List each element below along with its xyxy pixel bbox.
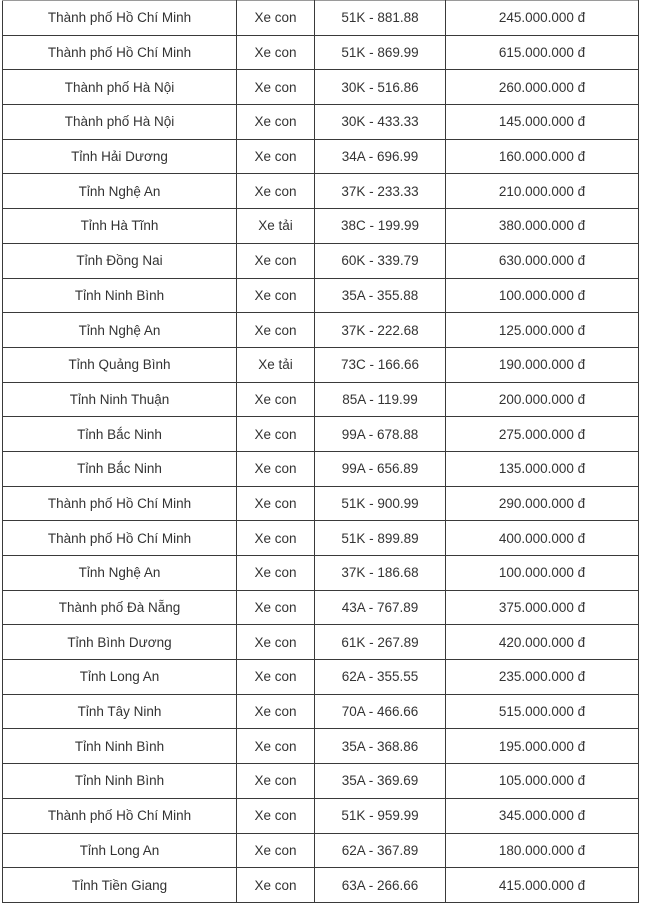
vehicle-type-cell: Xe con (237, 833, 315, 868)
table-row (3, 833, 639, 868)
table-body (3, 1, 639, 903)
table-row (3, 625, 639, 660)
table-row (3, 590, 639, 625)
vehicle-type-cell: Xe con (237, 729, 315, 764)
location-cell: Thành phố Hồ Chí Minh (3, 521, 237, 556)
price-cell: 380.000.000 đ (446, 209, 639, 244)
price-cell: 260.000.000 đ (446, 70, 639, 105)
table-row (3, 868, 639, 903)
price-cell: 615.000.000 đ (446, 35, 639, 70)
plate-number-cell: 61K - 267.89 (315, 625, 446, 660)
price-cell: 345.000.000 đ (446, 798, 639, 833)
table-row (3, 556, 639, 591)
table-row (3, 798, 639, 833)
table-row (3, 451, 639, 486)
vehicle-type-cell: Xe con (237, 243, 315, 278)
plate-number-cell: 51K - 959.99 (315, 798, 446, 833)
location-cell: Tỉnh Hải Dương (3, 139, 237, 174)
vehicle-type-cell: Xe con (237, 521, 315, 556)
location-cell: Thành phố Hà Nội (3, 70, 237, 105)
plate-number-cell: 35A - 368.86 (315, 729, 446, 764)
price-cell: 210.000.000 đ (446, 174, 639, 209)
location-cell: Tỉnh Bình Dương (3, 625, 237, 660)
location-cell: Thành phố Hồ Chí Minh (3, 486, 237, 521)
table-row (3, 243, 639, 278)
location-cell: Thành phố Hà Nội (3, 105, 237, 140)
price-cell: 160.000.000 đ (446, 139, 639, 174)
price-cell: 200.000.000 đ (446, 382, 639, 417)
table-row (3, 764, 639, 799)
vehicle-type-cell: Xe con (237, 70, 315, 105)
plate-number-cell: 62A - 367.89 (315, 833, 446, 868)
vehicle-type-cell: Xe con (237, 764, 315, 799)
plate-number-cell: 38C - 199.99 (315, 209, 446, 244)
table-row (3, 105, 639, 140)
location-cell: Tỉnh Bắc Ninh (3, 417, 237, 452)
plate-number-cell: 99A - 678.88 (315, 417, 446, 452)
vehicle-type-cell: Xe con (237, 694, 315, 729)
vehicle-type-cell: Xe con (237, 105, 315, 140)
table-row (3, 382, 639, 417)
location-cell: Tỉnh Đồng Nai (3, 243, 237, 278)
plate-number-cell: 62A - 355.55 (315, 660, 446, 695)
location-cell: Tỉnh Ninh Bình (3, 764, 237, 799)
vehicle-type-cell: Xe con (237, 660, 315, 695)
plate-number-cell: 51K - 900.99 (315, 486, 446, 521)
location-cell: Tỉnh Nghệ An (3, 174, 237, 209)
plate-number-cell: 51K - 899.89 (315, 521, 446, 556)
table-row (3, 417, 639, 452)
price-cell: 420.000.000 đ (446, 625, 639, 660)
plate-number-cell: 37K - 186.68 (315, 556, 446, 591)
price-cell: 515.000.000 đ (446, 694, 639, 729)
vehicle-type-cell: Xe con (237, 556, 315, 591)
location-cell: Tỉnh Nghệ An (3, 313, 237, 348)
price-cell: 235.000.000 đ (446, 660, 639, 695)
plate-number-cell: 37K - 222.68 (315, 313, 446, 348)
price-cell: 190.000.000 đ (446, 347, 639, 382)
location-cell: Tỉnh Tiền Giang (3, 868, 237, 903)
table-row (3, 139, 639, 174)
vehicle-type-cell: Xe con (237, 139, 315, 174)
table-row (3, 521, 639, 556)
vehicle-type-cell: Xe tải (237, 209, 315, 244)
location-cell: Tỉnh Ninh Thuận (3, 382, 237, 417)
table-row (3, 35, 639, 70)
auction-results-table (2, 0, 639, 903)
vehicle-type-cell: Xe con (237, 625, 315, 660)
plate-number-cell: 85A - 119.99 (315, 382, 446, 417)
location-cell: Tỉnh Quảng Bình (3, 347, 237, 382)
price-cell: 145.000.000 đ (446, 105, 639, 140)
location-cell: Tỉnh Ninh Bình (3, 729, 237, 764)
vehicle-type-cell: Xe con (237, 868, 315, 903)
vehicle-type-cell: Xe con (237, 35, 315, 70)
vehicle-type-cell: Xe con (237, 590, 315, 625)
plate-number-cell: 99A - 656.89 (315, 451, 446, 486)
plate-number-cell: 35A - 355.88 (315, 278, 446, 313)
table-row (3, 174, 639, 209)
table-row (3, 209, 639, 244)
vehicle-type-cell: Xe con (237, 451, 315, 486)
vehicle-type-cell: Xe con (237, 313, 315, 348)
price-cell: 105.000.000 đ (446, 764, 639, 799)
vehicle-type-cell: Xe tải (237, 347, 315, 382)
plate-number-cell: 63A - 266.66 (315, 868, 446, 903)
plate-number-cell: 30K - 433.33 (315, 105, 446, 140)
table-row (3, 347, 639, 382)
plate-number-cell: 35A - 369.69 (315, 764, 446, 799)
vehicle-type-cell: Xe con (237, 174, 315, 209)
vehicle-type-cell: Xe con (237, 1, 315, 36)
price-cell: 135.000.000 đ (446, 451, 639, 486)
plate-number-cell: 51K - 869.99 (315, 35, 446, 70)
plate-number-cell: 43A - 767.89 (315, 590, 446, 625)
plate-number-cell: 34A - 696.99 (315, 139, 446, 174)
plate-number-cell: 70A - 466.66 (315, 694, 446, 729)
plate-number-cell: 60K - 339.79 (315, 243, 446, 278)
price-cell: 375.000.000 đ (446, 590, 639, 625)
vehicle-type-cell: Xe con (237, 798, 315, 833)
plate-number-cell: 30K - 516.86 (315, 70, 446, 105)
price-cell: 290.000.000 đ (446, 486, 639, 521)
price-cell: 100.000.000 đ (446, 278, 639, 313)
table-row (3, 694, 639, 729)
price-cell: 400.000.000 đ (446, 521, 639, 556)
table-row (3, 313, 639, 348)
vehicle-type-cell: Xe con (237, 278, 315, 313)
price-cell: 125.000.000 đ (446, 313, 639, 348)
price-cell: 245.000.000 đ (446, 1, 639, 36)
location-cell: Tỉnh Long An (3, 660, 237, 695)
plate-number-cell: 37K - 233.33 (315, 174, 446, 209)
table-row (3, 486, 639, 521)
price-cell: 415.000.000 đ (446, 868, 639, 903)
location-cell: Tỉnh Bắc Ninh (3, 451, 237, 486)
table-row (3, 660, 639, 695)
plate-number-cell: 51K - 881.88 (315, 1, 446, 36)
table-row (3, 1, 639, 36)
vehicle-type-cell: Xe con (237, 486, 315, 521)
price-cell: 195.000.000 đ (446, 729, 639, 764)
location-cell: Tỉnh Long An (3, 833, 237, 868)
location-cell: Tỉnh Tây Ninh (3, 694, 237, 729)
location-cell: Thành phố Hồ Chí Minh (3, 798, 237, 833)
location-cell: Tỉnh Nghệ An (3, 556, 237, 591)
price-cell: 630.000.000 đ (446, 243, 639, 278)
location-cell: Thành phố Đà Nẵng (3, 590, 237, 625)
plate-number-cell: 73C - 166.66 (315, 347, 446, 382)
table-row (3, 278, 639, 313)
price-cell: 275.000.000 đ (446, 417, 639, 452)
location-cell: Tỉnh Hà Tĩnh (3, 209, 237, 244)
table-row (3, 729, 639, 764)
location-cell: Thành phố Hồ Chí Minh (3, 1, 237, 36)
vehicle-type-cell: Xe con (237, 382, 315, 417)
location-cell: Tỉnh Ninh Bình (3, 278, 237, 313)
table-row (3, 70, 639, 105)
price-cell: 180.000.000 đ (446, 833, 639, 868)
location-cell: Thành phố Hồ Chí Minh (3, 35, 237, 70)
vehicle-type-cell: Xe con (237, 417, 315, 452)
price-cell: 100.000.000 đ (446, 556, 639, 591)
